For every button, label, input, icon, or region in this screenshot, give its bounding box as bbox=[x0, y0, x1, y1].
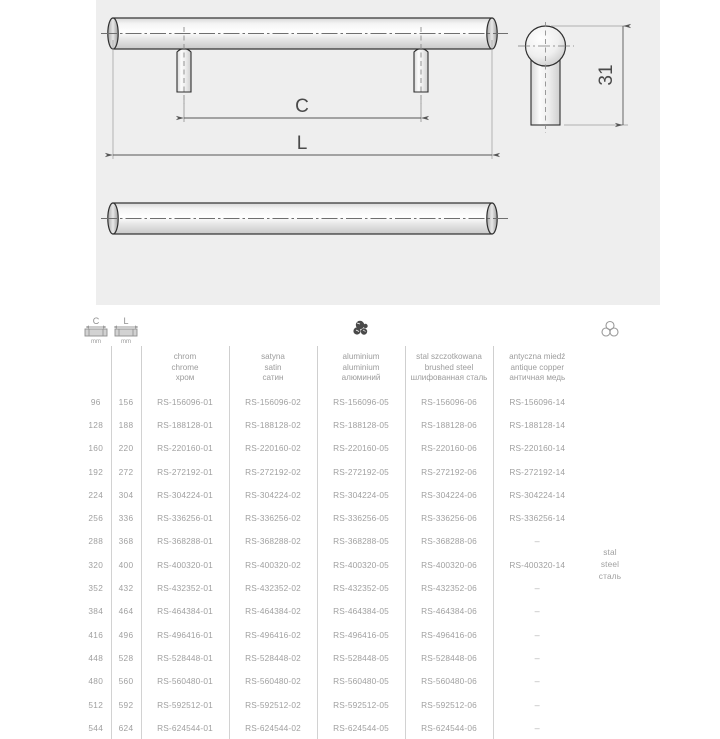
side-note-spacer bbox=[581, 413, 639, 436]
cell-antique-copper: RS-272192-14 bbox=[493, 460, 581, 483]
cell-satin: RS-464384-02 bbox=[229, 600, 317, 623]
cell-satin: RS-220160-02 bbox=[229, 437, 317, 460]
cell-l: 432 bbox=[111, 576, 141, 599]
column-header-brushed-en: brushed steel bbox=[424, 362, 474, 372]
cell-l: 560 bbox=[111, 670, 141, 693]
column-header-chrome bbox=[141, 346, 229, 390]
side-note-spacer bbox=[581, 670, 639, 693]
not-available-dash: – bbox=[534, 722, 540, 733]
cell-brushed-steel: RS-156096-06 bbox=[405, 390, 493, 413]
table-row bbox=[81, 530, 639, 553]
side-note-spacer bbox=[581, 437, 639, 460]
handle-front-view bbox=[101, 18, 508, 104]
cell-chrome: RS-560480-01 bbox=[141, 670, 229, 693]
column-header-aluminium-pl: aluminium bbox=[342, 351, 380, 361]
cell-aluminium: RS-188128-05 bbox=[317, 413, 405, 436]
cell-c: 288 bbox=[88, 536, 104, 547]
cell-aluminium: RS-304224-05 bbox=[317, 483, 405, 506]
cell-l: 156 bbox=[111, 390, 141, 413]
cell-aluminium: RS-220160-05 bbox=[317, 437, 405, 460]
cell-l: 592 bbox=[111, 693, 141, 716]
names-cell-l bbox=[111, 346, 141, 390]
dimension-l-label: L bbox=[296, 133, 308, 154]
cell-l: 528 bbox=[111, 646, 141, 669]
specification-table bbox=[81, 314, 639, 739]
cell-antique-copper: RS-400320-14 bbox=[493, 553, 581, 576]
cell-l: 220 bbox=[111, 437, 141, 460]
cell-satin: RS-624544-02 bbox=[229, 716, 317, 739]
material-finish-icon bbox=[351, 319, 371, 339]
table-row bbox=[81, 437, 639, 460]
dimension-c bbox=[184, 96, 421, 122]
table-row bbox=[81, 576, 639, 599]
cell-chrome: RS-368288-01 bbox=[141, 530, 229, 553]
header-cell-c bbox=[81, 314, 111, 346]
cell-l: 464 bbox=[111, 600, 141, 623]
dimension-c-label: C bbox=[295, 96, 309, 117]
side-note-spacer bbox=[581, 693, 639, 716]
cell-brushed-steel: RS-336256-06 bbox=[405, 506, 493, 529]
cell-chrome: RS-464384-01 bbox=[141, 600, 229, 623]
cell-antique-copper: RS-304224-14 bbox=[493, 483, 581, 506]
cell-brushed-steel: RS-528448-06 bbox=[405, 646, 493, 669]
cell-satin: RS-304224-02 bbox=[229, 483, 317, 506]
column-header-brushed-steel bbox=[405, 346, 493, 390]
cell-aluminium: RS-592512-05 bbox=[317, 693, 405, 716]
cell-antique-copper bbox=[493, 670, 581, 693]
cell-aluminium: RS-336256-05 bbox=[317, 506, 405, 529]
cell-brushed-steel: RS-272192-06 bbox=[405, 460, 493, 483]
svg-text:mm: mm bbox=[91, 339, 101, 345]
cell-chrome: RS-432352-01 bbox=[141, 576, 229, 599]
header-cell-material bbox=[317, 314, 405, 346]
cell-brushed-steel: RS-432352-06 bbox=[405, 576, 493, 599]
column-header-aluminium-en: aluminium bbox=[342, 362, 380, 372]
table-row bbox=[81, 623, 639, 646]
cell-satin: RS-592512-02 bbox=[229, 693, 317, 716]
cell-satin: RS-188128-02 bbox=[229, 413, 317, 436]
cell-antique-copper bbox=[493, 693, 581, 716]
cell-satin: RS-432352-02 bbox=[229, 576, 317, 599]
cell-aluminium: RS-624544-05 bbox=[317, 716, 405, 739]
cell-antique-copper: RS-336256-14 bbox=[493, 506, 581, 529]
center-distance-icon bbox=[81, 315, 111, 345]
cell-aluminium: RS-464384-05 bbox=[317, 600, 405, 623]
cell-chrome: RS-336256-01 bbox=[141, 506, 229, 529]
table-row bbox=[81, 646, 639, 669]
table-row bbox=[81, 600, 639, 623]
cell-c: 192 bbox=[88, 466, 104, 477]
cell-aluminium: RS-528448-05 bbox=[317, 646, 405, 669]
column-header-chrome-en: chrome bbox=[171, 362, 199, 372]
cell-c: 480 bbox=[88, 676, 104, 687]
cell-l: 188 bbox=[111, 413, 141, 436]
not-available-dash: – bbox=[534, 536, 540, 547]
cell-l: 304 bbox=[111, 483, 141, 506]
side-note-spacer bbox=[581, 390, 639, 413]
specification-table-area bbox=[0, 305, 720, 733]
cell-c: 352 bbox=[88, 583, 104, 594]
cell-brushed-steel: RS-400320-06 bbox=[405, 553, 493, 576]
not-available-dash: – bbox=[534, 699, 540, 710]
cell-antique-copper bbox=[493, 530, 581, 553]
cell-c: 224 bbox=[88, 489, 104, 500]
not-available-dash: – bbox=[534, 583, 540, 594]
cell-l: 624 bbox=[111, 716, 141, 739]
technical-drawing-svg bbox=[96, 0, 660, 305]
cell-brushed-steel: RS-592512-06 bbox=[405, 693, 493, 716]
cell-c: 96 bbox=[90, 396, 101, 407]
cell-satin: RS-560480-02 bbox=[229, 670, 317, 693]
cell-c: 160 bbox=[88, 443, 104, 454]
cell-brushed-steel: RS-304224-06 bbox=[405, 483, 493, 506]
cell-antique-copper: RS-156096-14 bbox=[493, 390, 581, 413]
cell-brushed-steel: RS-560480-06 bbox=[405, 670, 493, 693]
cell-l: 272 bbox=[111, 460, 141, 483]
table-names-header-row bbox=[81, 346, 639, 390]
cell-brushed-steel: RS-220160-06 bbox=[405, 437, 493, 460]
cell-satin: RS-496416-02 bbox=[229, 623, 317, 646]
cell-c: 128 bbox=[88, 419, 104, 430]
cell-chrome: RS-624544-01 bbox=[141, 716, 229, 739]
cell-aluminium: RS-560480-05 bbox=[317, 670, 405, 693]
svg-text:C: C bbox=[92, 316, 100, 326]
column-header-aluminium bbox=[317, 346, 405, 390]
table-row bbox=[81, 670, 639, 693]
handle-side-section bbox=[518, 22, 628, 133]
header-cell-steel bbox=[581, 314, 639, 346]
header-icon-spacer-2 bbox=[229, 314, 317, 346]
dimension-height-label: 31 bbox=[596, 64, 617, 86]
cell-chrome: RS-272192-01 bbox=[141, 460, 229, 483]
not-available-dash: – bbox=[534, 652, 540, 663]
table-row bbox=[81, 506, 639, 529]
column-header-copper-pl: antyczna miedź bbox=[509, 351, 566, 361]
side-note-spacer bbox=[581, 483, 639, 506]
cell-c: 416 bbox=[88, 629, 104, 640]
cell-chrome: RS-188128-01 bbox=[141, 413, 229, 436]
table-row bbox=[81, 483, 639, 506]
technical-drawing-panel bbox=[96, 0, 660, 305]
cell-chrome: RS-156096-01 bbox=[141, 390, 229, 413]
svg-text:L: L bbox=[123, 316, 129, 326]
cell-l: 400 bbox=[111, 553, 141, 576]
cell-satin: RS-368288-02 bbox=[229, 530, 317, 553]
cell-c: 544 bbox=[88, 722, 104, 733]
cell-antique-copper: RS-220160-14 bbox=[493, 437, 581, 460]
side-note-spacer bbox=[581, 623, 639, 646]
cell-l: 368 bbox=[111, 530, 141, 553]
header-cell-l bbox=[111, 314, 141, 346]
cell-antique-copper bbox=[493, 576, 581, 599]
svg-text:mm: mm bbox=[121, 339, 131, 345]
column-header-chrome-pl: chrom bbox=[173, 351, 197, 361]
bar-profile-view bbox=[101, 203, 508, 234]
side-note-ru: сталь bbox=[598, 570, 622, 581]
header-icon-spacer-4 bbox=[493, 314, 581, 346]
column-header-satin bbox=[229, 346, 317, 390]
names-cell-note bbox=[581, 346, 639, 390]
table-row bbox=[81, 413, 639, 436]
side-note-spacer bbox=[581, 506, 639, 529]
column-header-satin-en: satin bbox=[264, 362, 282, 372]
table-row bbox=[81, 390, 639, 413]
side-note-en: steel bbox=[600, 558, 620, 569]
cell-c: 448 bbox=[88, 652, 104, 663]
cell-brushed-steel: RS-368288-06 bbox=[405, 530, 493, 553]
cell-satin: RS-336256-02 bbox=[229, 506, 317, 529]
table-row bbox=[81, 693, 639, 716]
cell-brushed-steel: RS-464384-06 bbox=[405, 600, 493, 623]
column-header-copper-en: antique copper bbox=[510, 362, 565, 372]
cell-c: 320 bbox=[88, 559, 104, 570]
cell-antique-copper bbox=[493, 600, 581, 623]
cell-antique-copper bbox=[493, 623, 581, 646]
cell-c: 512 bbox=[88, 699, 104, 710]
total-length-icon bbox=[111, 315, 141, 345]
cell-chrome: RS-496416-01 bbox=[141, 623, 229, 646]
cell-satin: RS-400320-02 bbox=[229, 553, 317, 576]
cell-chrome: RS-592512-01 bbox=[141, 693, 229, 716]
column-header-satin-ru: сатин bbox=[262, 373, 284, 383]
header-icon-spacer-3 bbox=[405, 314, 493, 346]
cell-chrome: RS-304224-01 bbox=[141, 483, 229, 506]
cell-satin: RS-528448-02 bbox=[229, 646, 317, 669]
cell-aluminium: RS-496416-05 bbox=[317, 623, 405, 646]
column-header-aluminium-ru: алюминий bbox=[341, 373, 381, 383]
side-note-spacer bbox=[581, 460, 639, 483]
cell-chrome: RS-400320-01 bbox=[141, 553, 229, 576]
not-available-dash: – bbox=[534, 676, 540, 687]
cell-l: 336 bbox=[111, 506, 141, 529]
column-header-brushed-pl: stal szczotkowana bbox=[416, 351, 482, 361]
side-note-steel bbox=[581, 530, 639, 600]
names-cell-c bbox=[81, 346, 111, 390]
table-row bbox=[81, 553, 639, 576]
cell-aluminium: RS-400320-05 bbox=[317, 553, 405, 576]
cell-aluminium: RS-368288-05 bbox=[317, 530, 405, 553]
column-header-brushed-ru: шлифованная сталь bbox=[410, 373, 488, 383]
side-note-spacer bbox=[581, 646, 639, 669]
cell-antique-copper bbox=[493, 646, 581, 669]
header-icon-spacer-1 bbox=[141, 314, 229, 346]
cell-aluminium: RS-432352-05 bbox=[317, 576, 405, 599]
cell-chrome: RS-220160-01 bbox=[141, 437, 229, 460]
cell-antique-copper: RS-188128-14 bbox=[493, 413, 581, 436]
cell-chrome: RS-528448-01 bbox=[141, 646, 229, 669]
cell-brushed-steel: RS-496416-06 bbox=[405, 623, 493, 646]
cell-c: 256 bbox=[88, 513, 104, 524]
table-rows-body bbox=[81, 390, 639, 739]
side-note-spacer bbox=[581, 600, 639, 623]
cell-brushed-steel: RS-188128-06 bbox=[405, 413, 493, 436]
column-header-antique-copper bbox=[493, 346, 581, 390]
steel-balls-icon bbox=[600, 319, 620, 339]
cell-aluminium: RS-156096-05 bbox=[317, 390, 405, 413]
column-header-satin-pl: satyna bbox=[261, 351, 285, 361]
column-header-copper-ru: античная медь bbox=[509, 373, 566, 383]
cell-brushed-steel: RS-624544-06 bbox=[405, 716, 493, 739]
not-available-dash: – bbox=[534, 629, 540, 640]
cell-l: 496 bbox=[111, 623, 141, 646]
cell-satin: RS-272192-02 bbox=[229, 460, 317, 483]
cell-aluminium: RS-272192-05 bbox=[317, 460, 405, 483]
column-header-chrome-ru: хром bbox=[175, 373, 195, 383]
cell-satin: RS-156096-02 bbox=[229, 390, 317, 413]
cell-c: 384 bbox=[88, 606, 104, 617]
not-available-dash: – bbox=[534, 606, 540, 617]
side-note-pl: stal bbox=[603, 547, 617, 558]
table-icon-header-row bbox=[81, 314, 639, 346]
table-row bbox=[81, 460, 639, 483]
